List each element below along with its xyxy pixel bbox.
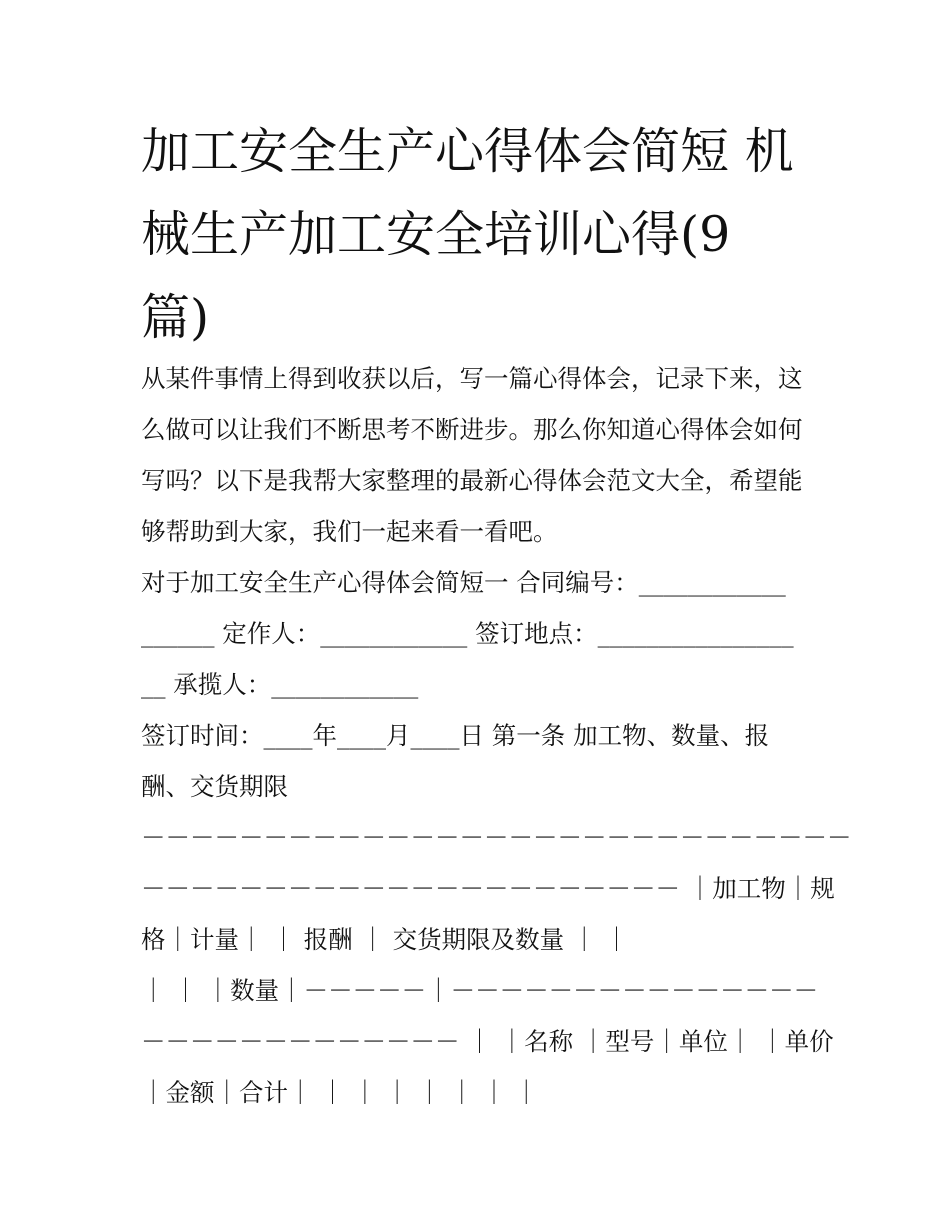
intro-line: 从某件事情上得到收获以后，写一篇心得体会，记录下来，这 xyxy=(141,364,803,393)
contract-line: __ 承揽人：____________ xyxy=(141,670,419,699)
intro-line: 么做可以让我们不断思考不断进步。那么你知道心得体会如何 xyxy=(141,415,803,444)
title-line: 械生产加工安全培训心得(9 xyxy=(141,206,731,263)
contract-line: 酬、交货期限 xyxy=(141,772,288,801)
contract-line: 对于加工安全生产心得体会简短一 合同编号：____________ xyxy=(141,568,786,597)
document-body xyxy=(141,353,852,1118)
table-text-line: －－－－－－－－－－－－－－－－－－－－－－ ｜加工物｜规 xyxy=(141,874,835,903)
table-text-line: ｜ ｜ ｜数量｜－－－－－｜－－－－－－－－－－－－－－－ xyxy=(141,976,819,1005)
intro-line: 够帮助到大家，我们一起来看一看吧。 xyxy=(141,517,558,546)
title-line: 加工安全生产心得体会简短 机 xyxy=(141,123,794,180)
title-line: 篇) xyxy=(141,289,210,346)
document-title xyxy=(141,110,821,359)
table-text-line: ｜金额｜合计｜ ｜ ｜ ｜ ｜ ｜ ｜ ｜ xyxy=(141,1078,539,1107)
table-text-line: －－－－－－－－－－－－－－－－－－－－－－－－－－－－－ xyxy=(141,823,852,852)
contract-line: ______ 定作人：____________ 签订地点：________________ xyxy=(141,619,794,648)
table-text-line: 格｜计量｜ ｜ 报酬 ｜ 交货期限及数量 ｜ ｜ xyxy=(141,925,629,954)
contract-section xyxy=(141,557,852,1118)
intro-paragraph xyxy=(141,353,813,557)
contract-line: 签订时间：____年____月____日 第一条 加工物、数量、报 xyxy=(141,721,770,750)
intro-line: 写吗？以下是我帮大家整理的最新心得体会范文大全，希望能 xyxy=(141,466,803,495)
table-text-line: －－－－－－－－－－－－－ ｜ ｜名称 ｜型号｜单位｜ ｜单价 xyxy=(141,1027,834,1056)
